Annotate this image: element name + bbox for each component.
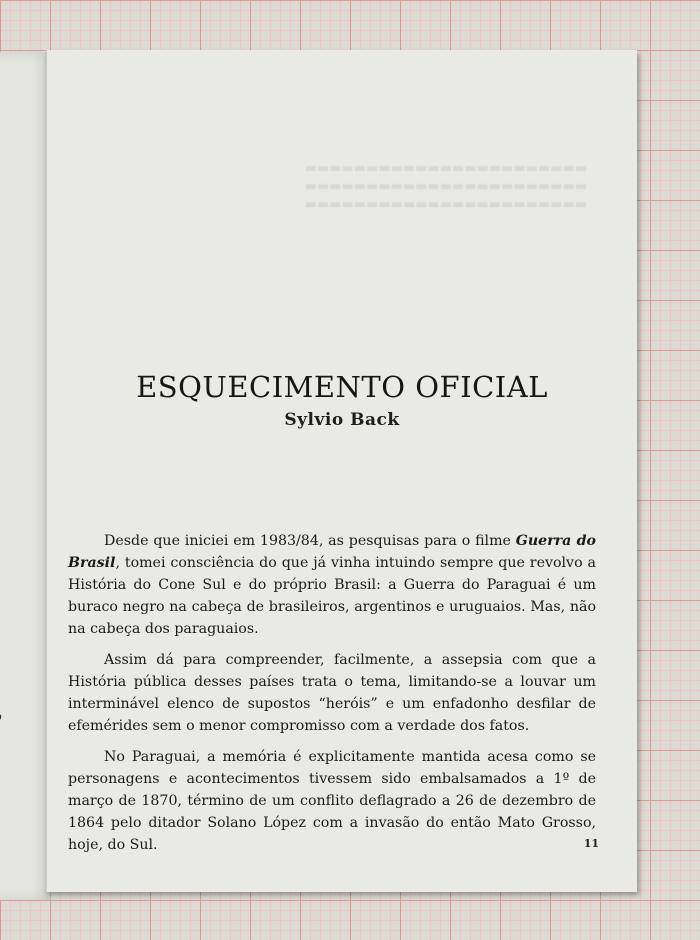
paragraph-1	[68, 530, 596, 640]
film-title: Guerra do Brasil	[68, 533, 596, 571]
facing-page-text-fragment	[0, 710, 2, 725]
paragraph-3: No Paraguai, a memória é explicitamente mantida acesa como se personagens e acontecimentos tivessem sido embalsamados a 1º de março de 1870, término de um conflito deflagrado a 26 de dezembro de 1864 pelo ditador Solano López com a invasão do então Mato Grosso, hoje, do Sul.	[68, 749, 596, 853]
facing-page	[0, 52, 51, 900]
paragraph-2: Assim dá para compreender, facilmente, a assepsia com que a História pública desses países trata o tema, limitando-se a louvar um interminável elenco de supostos “heróis” e um enfadonho desfilar de efemérides sem o menor compromisso com a verdade dos fatos.	[68, 652, 596, 734]
show-through-texture: ▬▬▬▬▬▬▬▬▬▬▬▬▬▬▬▬▬▬▬▬▬▬▬ ▬▬▬▬▬▬▬▬▬▬▬▬▬▬▬▬▬▬▬▬▬▬▬ ▬▬▬▬▬▬▬▬▬▬▬▬▬▬▬▬▬▬▬▬▬▬▬	[304, 161, 587, 212]
paragraph-1-rest: , tomei consciência do que já vinha intuindo sempre que revolvo a História do Cone Sul e do próprio Brasil: a Guerra do Paraguai é um buraco negro na cabeça de brasileiros, argentinos e uruguaios. Mas, não na cabeça dos paraguaios.	[68, 555, 596, 637]
book-page	[46, 50, 637, 892]
chapter-title: ESQUECIMENTO OFICIAL	[136, 370, 548, 404]
page-number: 11	[583, 837, 599, 850]
body-text	[68, 530, 596, 865]
paragraph-1-start: Desde que iniciei em 1983/84, as pesquisas para o filme	[104, 533, 516, 549]
author-name: Sylvio Back	[284, 410, 400, 430]
